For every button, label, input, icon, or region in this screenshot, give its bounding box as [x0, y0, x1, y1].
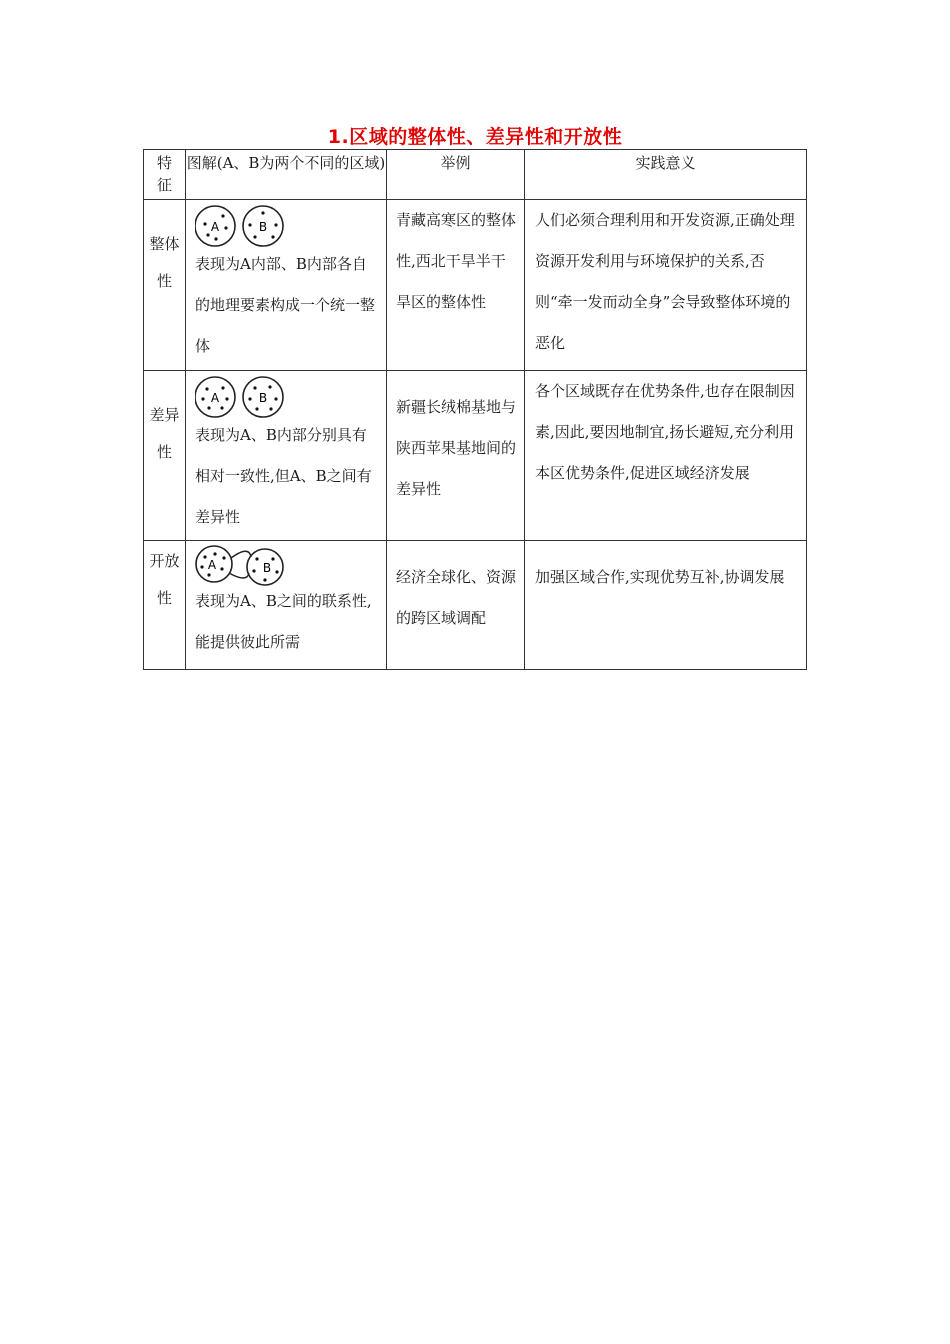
- table-row: [144, 371, 807, 541]
- example-cell: 新疆长绒棉基地与陕西苹果基地间的差异性: [387, 371, 525, 541]
- feature-cell: 整体性: [144, 200, 186, 371]
- diagram-cell: [186, 200, 387, 371]
- region-a-label: A: [207, 558, 217, 572]
- feature-cell: 差异性: [144, 371, 186, 541]
- diagram-cell: [186, 541, 387, 670]
- region-characteristics-table: [143, 149, 807, 670]
- diagram-description: 表现为A、B内部分别具有相对一致性,但A、B之间有差异性: [195, 426, 372, 526]
- header-example: 举例: [387, 150, 525, 200]
- region-b-circle: [243, 377, 283, 417]
- example-cell: 经济全球化、资源的跨区域调配: [387, 541, 525, 670]
- region-b-label: B: [258, 220, 268, 234]
- page-title: 1.区域的整体性、差异性和开放性: [327, 126, 623, 148]
- table-row: [144, 200, 807, 371]
- feature-cell: 开放性: [144, 541, 186, 670]
- practice-cell: 各个区域既存在优势条件,也存在限制因素,因此,要因地制宜,扬长避短,充分利用本区优势条件,促进区域经济发展: [525, 371, 807, 541]
- header-diagram: 图解(A、B为两个不同的区域): [186, 150, 387, 200]
- connection-line-top: [231, 551, 251, 558]
- region-b-label: B: [258, 391, 268, 405]
- region-a-label: A: [210, 220, 220, 234]
- practice-cell: 人们必须合理利用和开发资源,正确处理资源开发利用与环境保护的关系,否则“牵一发而动全身”会导致整体环境的恶化: [525, 200, 807, 371]
- region-a-circle: [195, 206, 235, 246]
- diagram-description: 表现为A、B之间的联系性,能提供彼此所需: [195, 592, 372, 651]
- region-b-label: B: [262, 561, 272, 575]
- region-a-label: A: [210, 391, 220, 405]
- header-practice: 实践意义: [525, 150, 807, 200]
- connection-line-bottom: [229, 573, 249, 578]
- table-row: [144, 541, 807, 670]
- region-a-circle: [196, 546, 232, 582]
- region-b-circle: [243, 206, 283, 246]
- diagram-description: 表现为A内部、B内部各自的地理要素构成一个统一整体: [195, 255, 376, 355]
- header-feature: 特征: [144, 150, 186, 200]
- region-a-circle: [195, 377, 235, 417]
- table-header-row: [144, 150, 807, 200]
- region-b-circle: [247, 549, 283, 585]
- practice-cell: 加强区域合作,实现优势互补,协调发展: [525, 541, 807, 670]
- example-cell: 青藏高寒区的整体性,西北干旱半干旱区的整体性: [387, 200, 525, 371]
- diagram-cell: [186, 371, 387, 541]
